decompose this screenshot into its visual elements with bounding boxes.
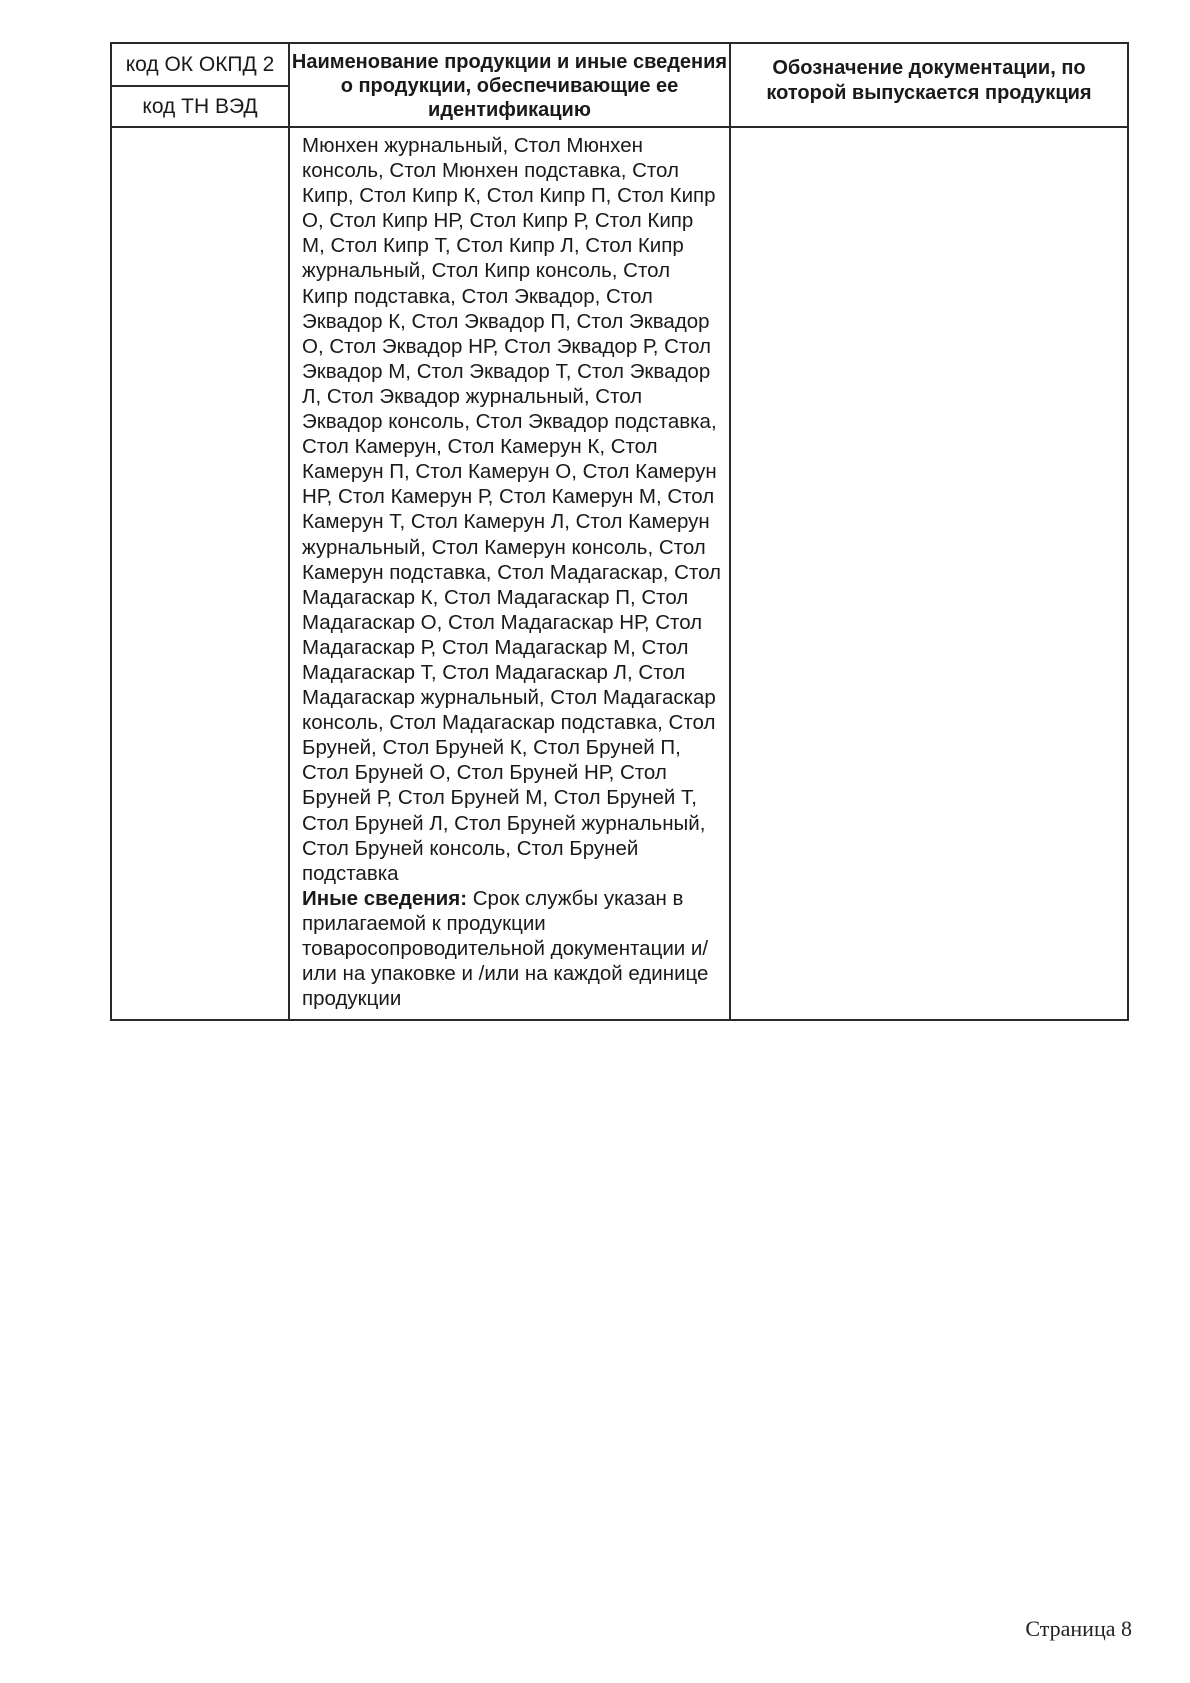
- header-product-name: Наименование продукции и иные сведения о продукции, обеспечивающие ее идентификацию: [289, 43, 730, 127]
- certificate-product-table: [110, 42, 1129, 1021]
- cell-code: [111, 127, 289, 1020]
- other-info-text: Срок службы указан в прилагаемой к продукции товаросопроводительной документации и/или на упаковке и /или на каждой единице продукции: [302, 886, 709, 1011]
- table-header-row: [111, 43, 1128, 86]
- table-row: [111, 127, 1128, 1020]
- products-list: Мюнхен журнальный, Стол Мюнхен консоль, Стол Мюнхен подставка, Стол Кипр, Стол Кипр К, Стол Кипр П, Стол Кипр О, Стол Кипр НР, Стол Кипр Р, Стол Кипр М, Стол Кипр Т, Стол Кипр Л, Стол Кипр журнальный, Стол Кипр консоль, Стол Кипр подставка, Стол Эквадор, Стол Эквадор К, Стол Эквадор П, Стол Эквадор О, Стол Эквадор НР, Стол Эквадор Р, Стол Эквадор М, Стол Эквадор Т, Стол Эквадор Л, Стол Эквадор журнальный, Стол Эквадор консоль, Стол Эквадор подставка, Стол Камерун, Стол Камерун К, Стол Камерун П, Стол Камерун О, Стол Камерун НР, Стол Камерун Р, Стол Камерун М, Стол Камерун Т, Стол Камерун Л, Стол Камерун журнальный, Стол Камерун консоль, Стол Камерун подставка, Стол Мадагаскар, Стол Мадагаскар К, Стол Мадагаскар П, Стол Мадагаскар О, Стол Мадагаскар НР, Стол Мадагаскар Р, Стол Мадагаскар М, Стол Мадагаскар Т, Стол Мадагаскар Л, Стол Мадагаскар журнальный, Стол Мадагаскар консоль, Стол Мадагаскар подставка, Стол Бруней, Стол Бруней К, Стол Бруней П, Стол Бруней О, Стол Бруней НР, Стол Бруней Р, Стол Бруней М, Стол Бруней Т, Стол Бруней Л, Стол Бруней журнальный, Стол Бруней консоль, Стол Бруней подставка: [302, 134, 722, 885]
- cell-products: [289, 127, 730, 1020]
- header-documentation: Обозначение документации, по которой выпускается продукция: [730, 43, 1128, 127]
- cell-documentation: [730, 127, 1128, 1020]
- page-number: Страница 8: [1025, 1616, 1132, 1641]
- header-code-okpd: код ОК ОКПД 2: [111, 43, 289, 86]
- other-info-label: Иные сведения:: [302, 886, 468, 910]
- header-code-tnved: код ТН ВЭД: [111, 86, 289, 127]
